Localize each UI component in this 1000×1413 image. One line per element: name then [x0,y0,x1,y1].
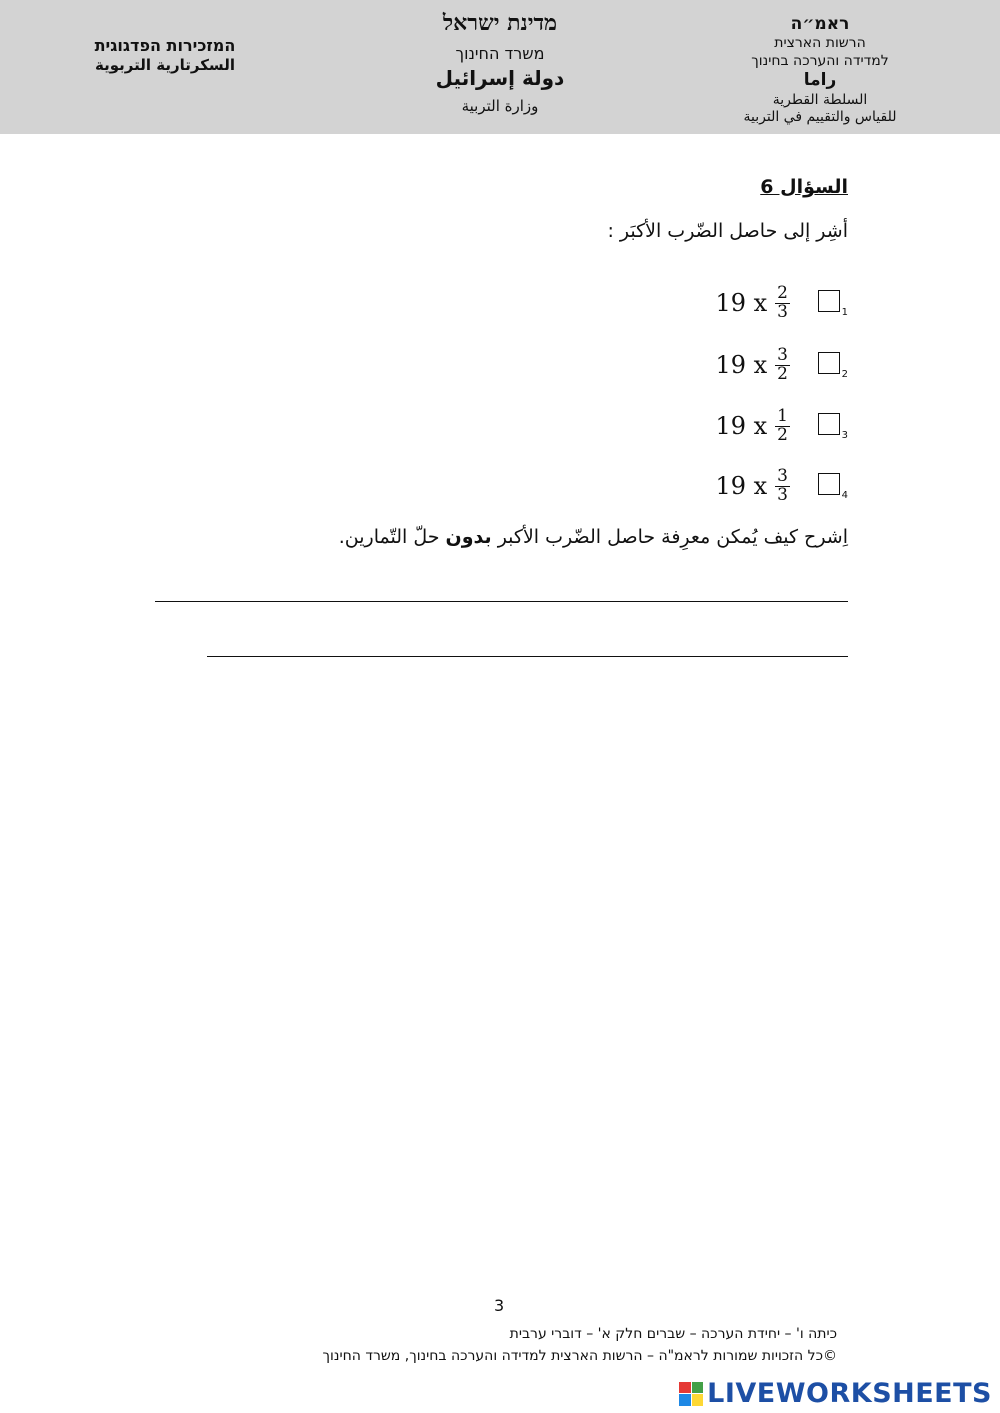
fraction [775,282,790,322]
footer-line-1: כיתה ו' – יחידת הערכה – שברים חלק א' – דוברי ערבית [509,1326,837,1342]
logo-square [679,1382,691,1394]
logo-square [679,1394,691,1406]
state-title-ar: دولة إسرائيل [435,65,565,90]
page-number: 3 [494,1296,505,1315]
secretariat-ar: السكرتارية التربوية [95,56,235,74]
question-title: السؤال 6 [760,176,848,198]
fraction [775,344,790,384]
option-number: 1 [841,307,848,318]
rama-logo-block [720,14,920,127]
option-checkbox[interactable] [818,413,840,435]
numerator: 1 [777,405,788,426]
option-expression [715,340,790,390]
rama-title-ar: راما [803,70,837,91]
denominator: 2 [777,424,788,445]
explain-text-bold: بدون [445,526,492,548]
option-number: 4 [841,490,848,501]
fraction [775,405,790,445]
liveworksheets-brand [679,1378,992,1409]
answer-line-1[interactable] [155,601,848,602]
option-number: 2 [841,369,848,380]
secretariat-he: המזכירות הפדגוגית [94,36,236,55]
option-number: 3 [841,430,848,441]
denominator: 2 [777,363,788,384]
denominator: 3 [777,301,788,322]
brand-name: LIVEWORKSHEETS [707,1378,992,1409]
expression-whole: 19 x [715,289,768,317]
option-checkbox[interactable] [818,352,840,374]
expression-whole: 19 x [715,351,768,379]
fraction [775,465,790,505]
secretariat-block [60,36,270,75]
ministry-ar: وزارة التربية [461,96,539,115]
rama-line4: للقياس والتقييم في التربية [743,109,897,125]
explain-text-after: حلّ التّمارين. [338,526,446,548]
liveworksheets-logo-icon [679,1382,703,1406]
state-title-he: מדינת ישראל [442,10,558,36]
numerator: 2 [777,282,788,303]
answer-line-2[interactable] [207,656,848,657]
expression-whole: 19 x [715,472,768,500]
explain-text-before: اِشرح كيف يُمكن معرِفة حاصل الضّرب الأكبر [491,526,848,548]
option-4 [648,461,848,511]
ministry-he: משרד החינוך [455,43,545,63]
option-checkbox[interactable] [818,473,840,495]
option-expression [715,461,790,511]
rama-line1: הרשות הארצית [774,35,866,52]
rama-line2: למדידה והערכה בחינוך [751,52,889,69]
numerator: 3 [777,344,788,365]
explain-prompt [339,526,848,548]
denominator: 3 [777,484,788,505]
numerator: 3 [777,465,788,486]
state-block [380,10,620,115]
rama-line3: السلطة القطرية [772,91,868,108]
header-bar [0,0,1000,134]
logo-square [692,1394,704,1406]
option-2 [648,340,848,390]
option-expression [715,278,790,328]
option-expression [715,401,790,451]
option-checkbox[interactable] [818,290,840,312]
logo-square [692,1382,704,1394]
option-3 [648,401,848,451]
footer-copyright: ©כל הזכויות שמורות לראמ"ה – הרשות הארצית למדידה והערכה בחינוך, משרד החינוך [322,1348,837,1364]
option-1 [648,278,848,328]
question-instruction: أشِر إلى حاصل الضّرب الأكبَر : [607,220,848,242]
rama-title-he: ראמ״ה [790,14,850,34]
expression-whole: 19 x [715,412,768,440]
